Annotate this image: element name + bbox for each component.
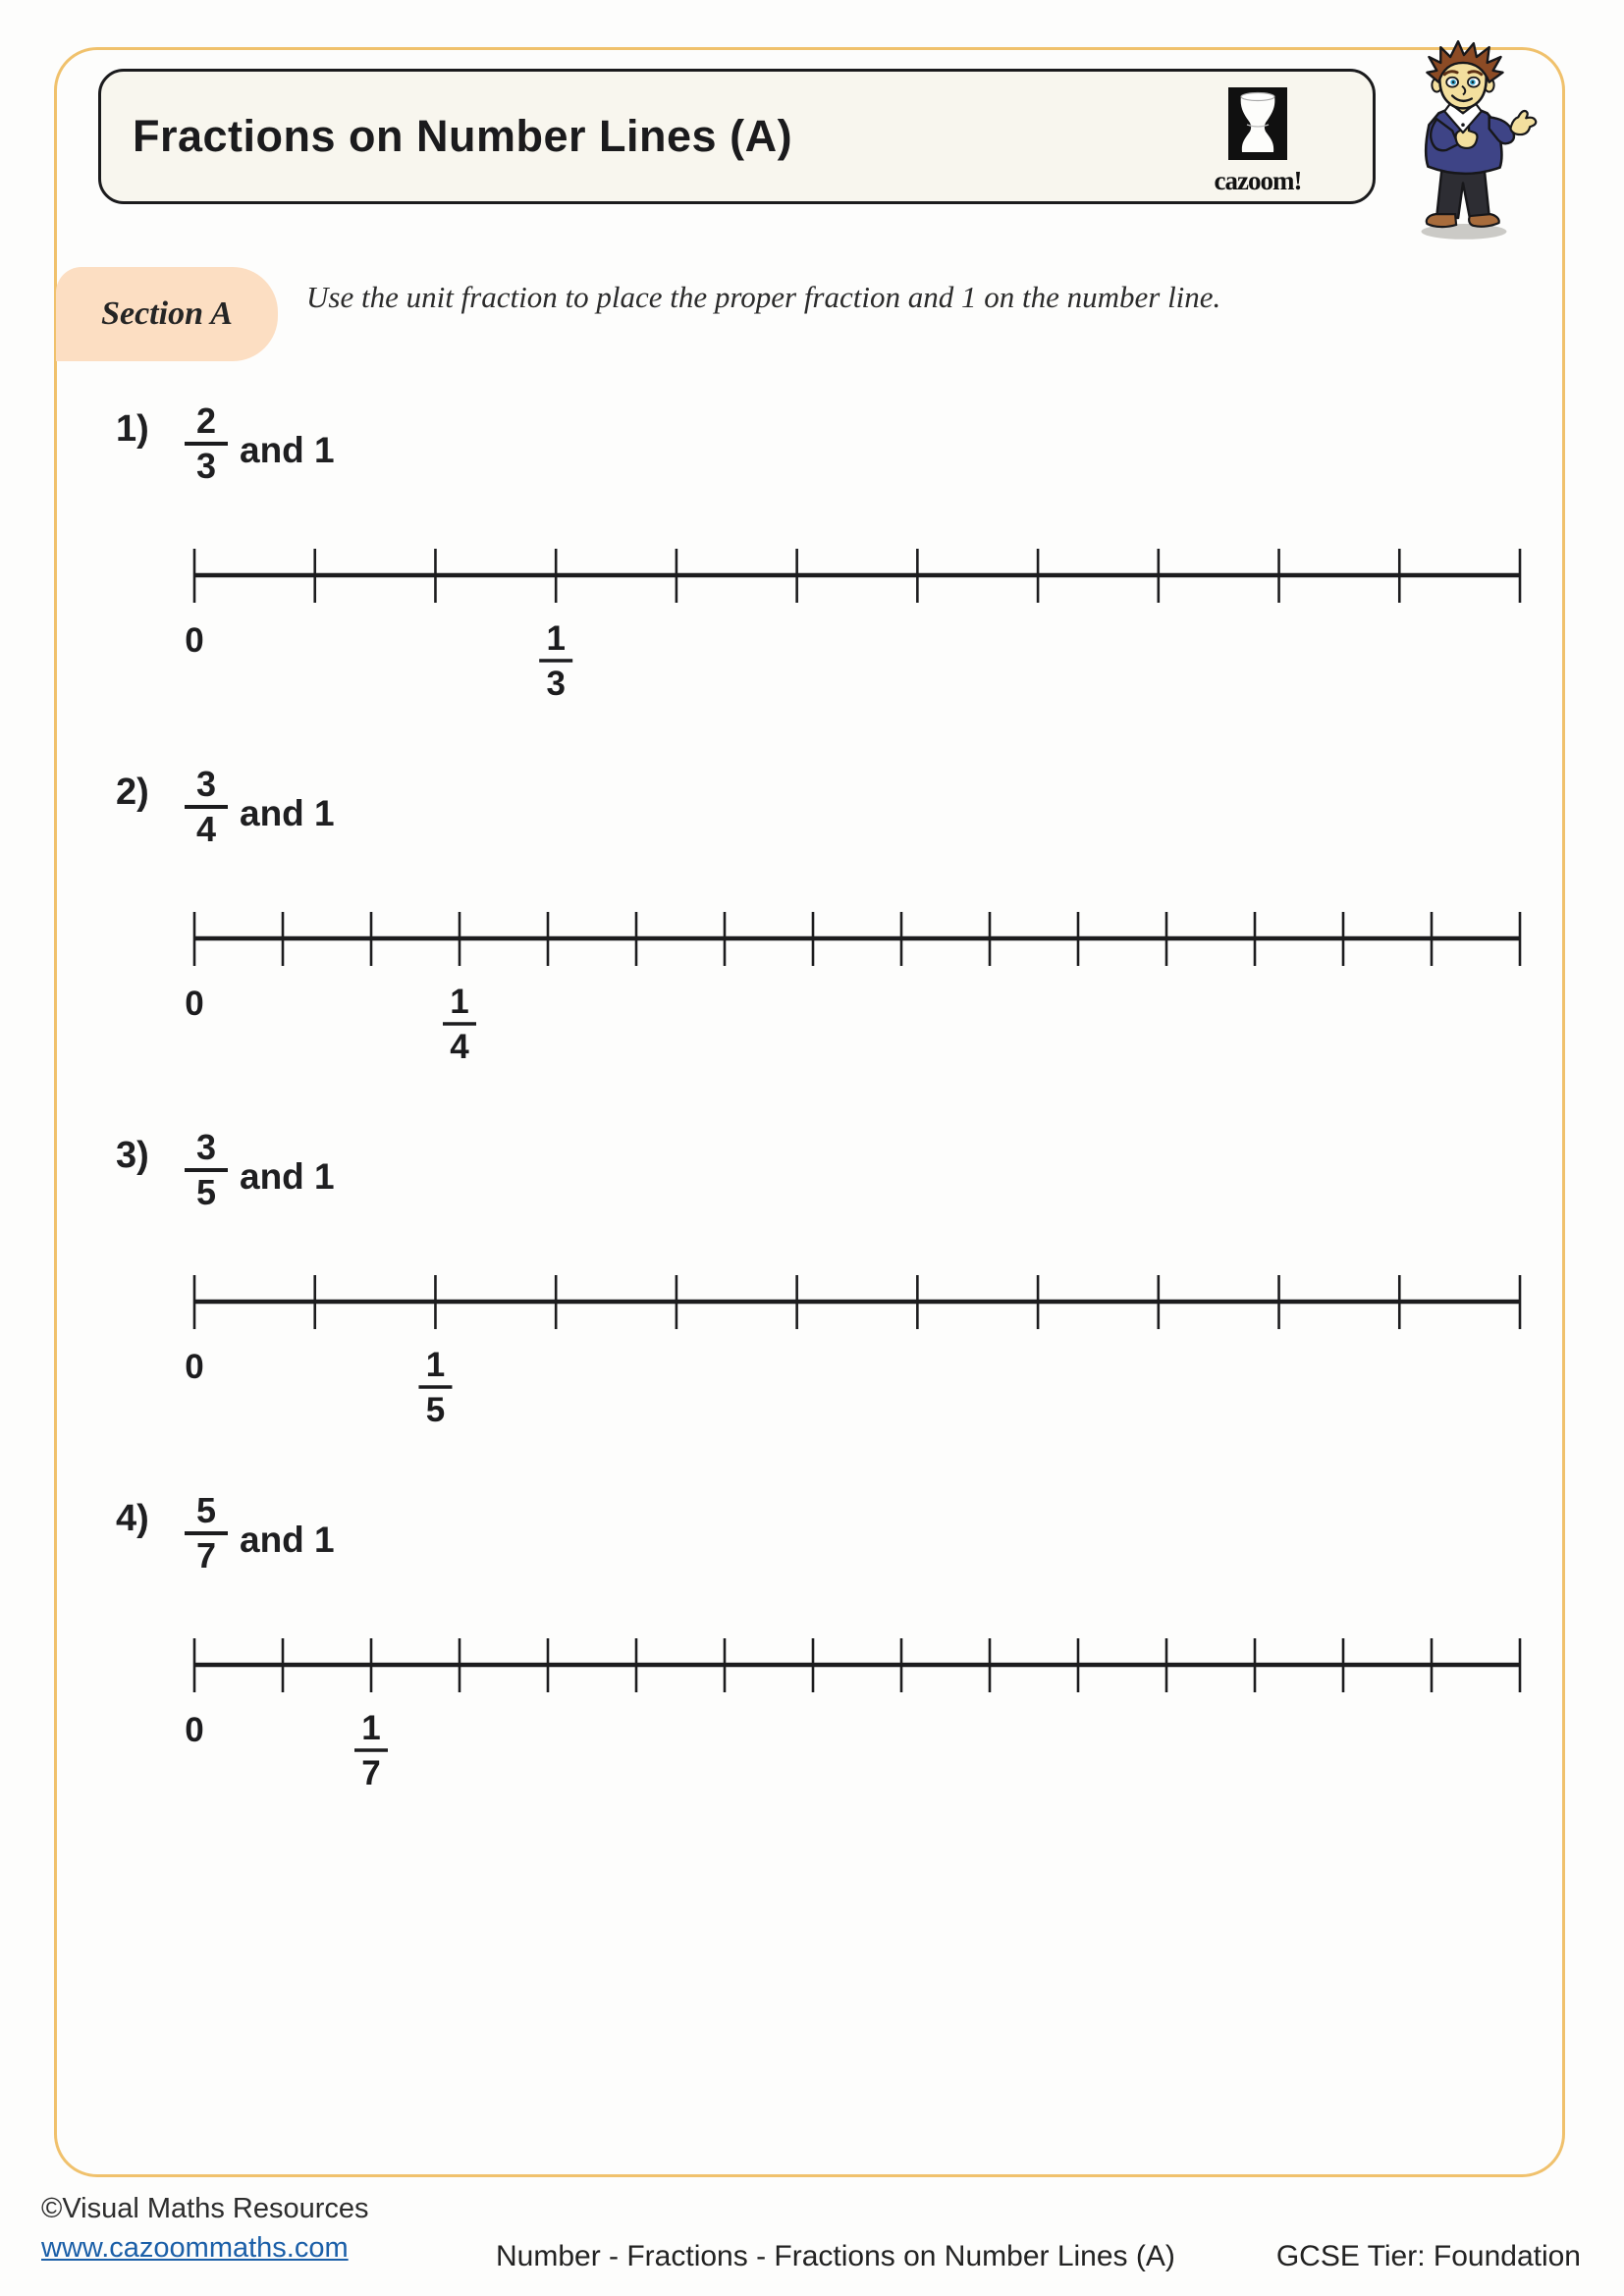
title-bar [98,69,1376,204]
question-fraction [185,402,228,485]
fraction-numerator: 3 [195,1127,217,1167]
question-block [0,1490,1624,1853]
unit-fraction-numerator: 1 [361,1709,381,1747]
footer-copyright: ©Visual Maths Resources [41,2193,369,2224]
footer-website-link[interactable]: www.cazoommaths.com [41,2232,349,2264]
question-number: 4) [116,1498,149,1539]
number-line [181,909,1536,1081]
section-instruction: Use the unit fraction to place the proper fraction and 1 on the number line. [306,280,1221,314]
fraction-denominator: 5 [195,1172,217,1212]
zero-label: 0 [185,985,204,1023]
zero-label: 0 [185,1711,204,1749]
zero-label: 0 [185,621,204,660]
question-block [0,400,1624,764]
unit-fraction-numerator: 1 [425,1346,446,1384]
question-suffix: and 1 [240,1156,335,1197]
section-a-badge [56,267,278,361]
question-fraction [185,766,228,848]
number-line [181,1272,1536,1444]
djembe-drum-icon [1228,87,1287,160]
footer-tier: GCSE Tier: Foundation [1275,2240,1581,2272]
fraction-denominator: 4 [195,809,217,849]
question-fraction [185,1492,228,1575]
section-label: Section A [101,295,233,332]
page-title: Fractions on Number Lines (A) [133,111,793,161]
question-suffix: and 1 [240,793,335,833]
question-number: 2) [116,772,149,813]
fraction-numerator: 5 [195,1490,217,1530]
question-block [0,764,1624,1127]
question-suffix: and 1 [240,1520,335,1560]
unit-fraction-denominator: 3 [546,665,566,703]
fraction-denominator: 7 [195,1535,217,1575]
unit-fraction-denominator: 4 [450,1028,469,1066]
cazoom-logo [1194,87,1322,196]
question-number: 3) [116,1135,149,1176]
footer-reference: Number - Fractions - Fractions on Number Lines (A) [496,2240,1175,2272]
fraction-numerator: 3 [195,764,217,804]
fraction-numerator: 2 [195,400,217,441]
unit-fraction-denominator: 7 [361,1754,381,1792]
question-block [0,1127,1624,1490]
question-fraction [185,1129,228,1211]
unit-fraction-numerator: 1 [546,619,566,658]
zero-label: 0 [185,1348,204,1386]
fraction-denominator: 3 [195,446,217,486]
cazoom-logo-text: cazoom! [1214,166,1302,195]
question-number: 1) [116,408,149,450]
mascot-boy-illustration [1380,39,1545,243]
unit-fraction-numerator: 1 [450,983,469,1021]
number-line [181,546,1536,718]
unit-fraction-denominator: 5 [425,1391,446,1429]
question-suffix: and 1 [240,430,335,470]
number-line [181,1635,1536,1807]
